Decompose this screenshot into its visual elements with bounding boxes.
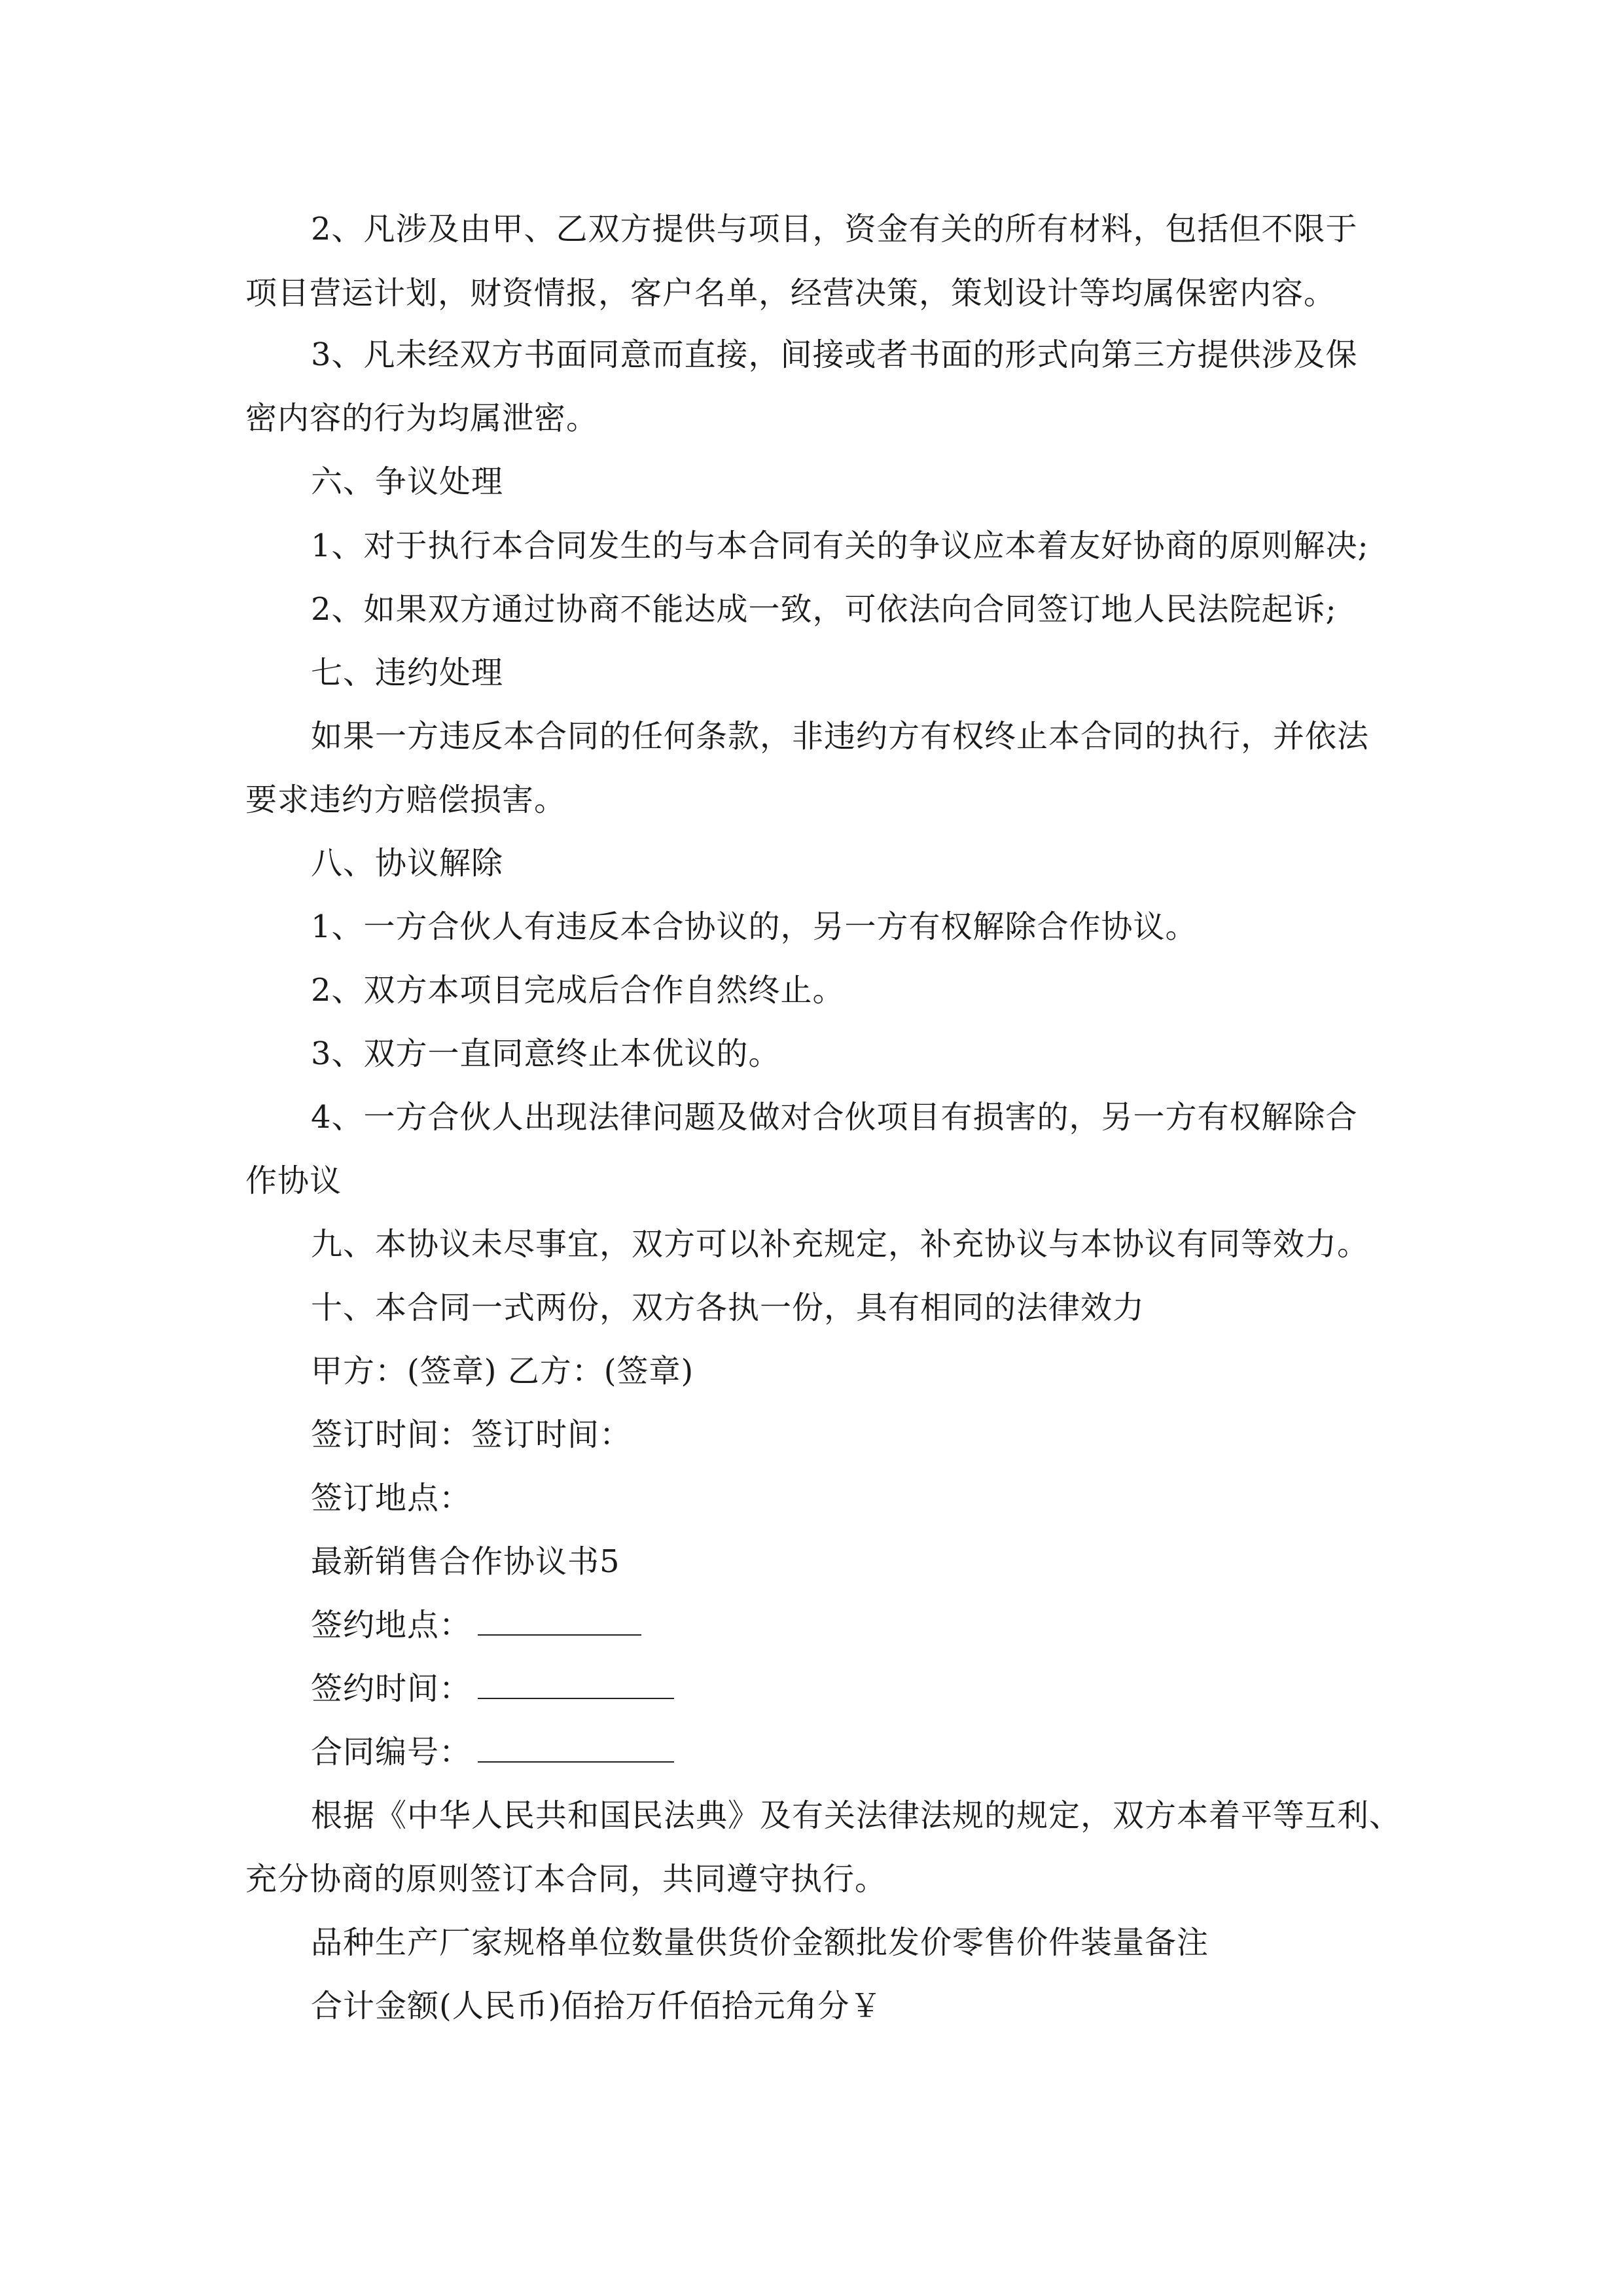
contract-time-label: 签约时间： (311, 1670, 472, 1707)
clause-8-1: 1、一方合伙人有违反本合协议的，另一方有权解除合作协议。 (311, 908, 1198, 945)
clause-7-line-1: 如果一方违反本合同的任何条款，非违约方有权终止本合同的执行，并依法 (311, 718, 1370, 755)
clause-6-2: 2、如果双方通过协商不能达成一致，可依法向合同签订地人民法院起诉; (311, 591, 1337, 628)
section-heading-termination: 八、协议解除 (311, 845, 504, 882)
contract-location-field (311, 1604, 641, 1646)
clause-8-4-line-2: 作协议 (245, 1162, 342, 1199)
contract-number-blank (478, 1732, 674, 1763)
clause-5-2-line-2: 项目营运计划，财资情报，客户名单，经营决策，策划设计等均属保密内容。 (245, 275, 1336, 312)
clause-5-3-line-2: 密内容的行为均属泄密。 (245, 400, 599, 437)
clause-9: 九、本协议未尽事宜，双方可以补充规定，补充协议与本协议有同等效力。 (311, 1226, 1370, 1263)
section-heading-dispute: 六、争议处理 (311, 463, 504, 500)
total-amount-line: 合计金额(人民币)佰拾万仟佰拾元角分￥ (311, 1988, 882, 2024)
clause-6-1: 1、对于执行本合同发生的与本合同有关的争议应本着友好协商的原则解决; (311, 528, 1369, 564)
contract-number-field (311, 1731, 674, 1773)
contract-time-blank (478, 1669, 674, 1699)
section-heading-breach: 七、违约处理 (311, 655, 504, 691)
preamble-line-1: 根据《中华人民共和国民法典》及有关法律法规的规定，双方本着平等互利、 (311, 1797, 1402, 1834)
preamble-line-2: 充分协商的原则签订本合同，共同遵守执行。 (245, 1861, 887, 1897)
signing-time-line: 签订时间：签订时间： (311, 1416, 632, 1453)
product-table-header: 品种生产厂家规格单位数量供货价金额批发价零售价件装量备注 (311, 1924, 1209, 1961)
clause-5-3-line-1: 3、凡未经双方书面同意而直接，间接或者书面的形式向第三方提供涉及保 (311, 336, 1358, 373)
signing-place-line: 签订地点： (311, 1480, 472, 1516)
clause-8-3: 3、双方一直同意终止本优议的。 (311, 1035, 781, 1072)
clause-8-4-line-1: 4、一方合伙人出现法律问题及做对合伙项目有损害的，另一方有权解除合 (311, 1099, 1358, 1136)
contract-number-label: 合同编号： (311, 1734, 472, 1770)
contract-time-field (311, 1668, 674, 1710)
agreement-title: 最新销售合作协议书5 (311, 1543, 620, 1580)
contract-location-label: 签约地点： (311, 1607, 472, 1643)
contract-location-blank (478, 1605, 641, 1636)
clause-7-line-2: 要求违约方赔偿损害。 (245, 781, 567, 818)
clause-5-2-line-1: 2、凡涉及由甲、乙双方提供与项目，资金有关的所有材料，包括但不限于 (311, 211, 1358, 247)
clause-8-2: 2、双方本项目完成后合作自然终止。 (311, 972, 845, 1009)
signature-line: 甲方：(签章) 乙方：(签章) (311, 1353, 694, 1390)
clause-10: 十、本合同一式两份，双方各执一份，具有相同的法律效力 (311, 1289, 1145, 1326)
